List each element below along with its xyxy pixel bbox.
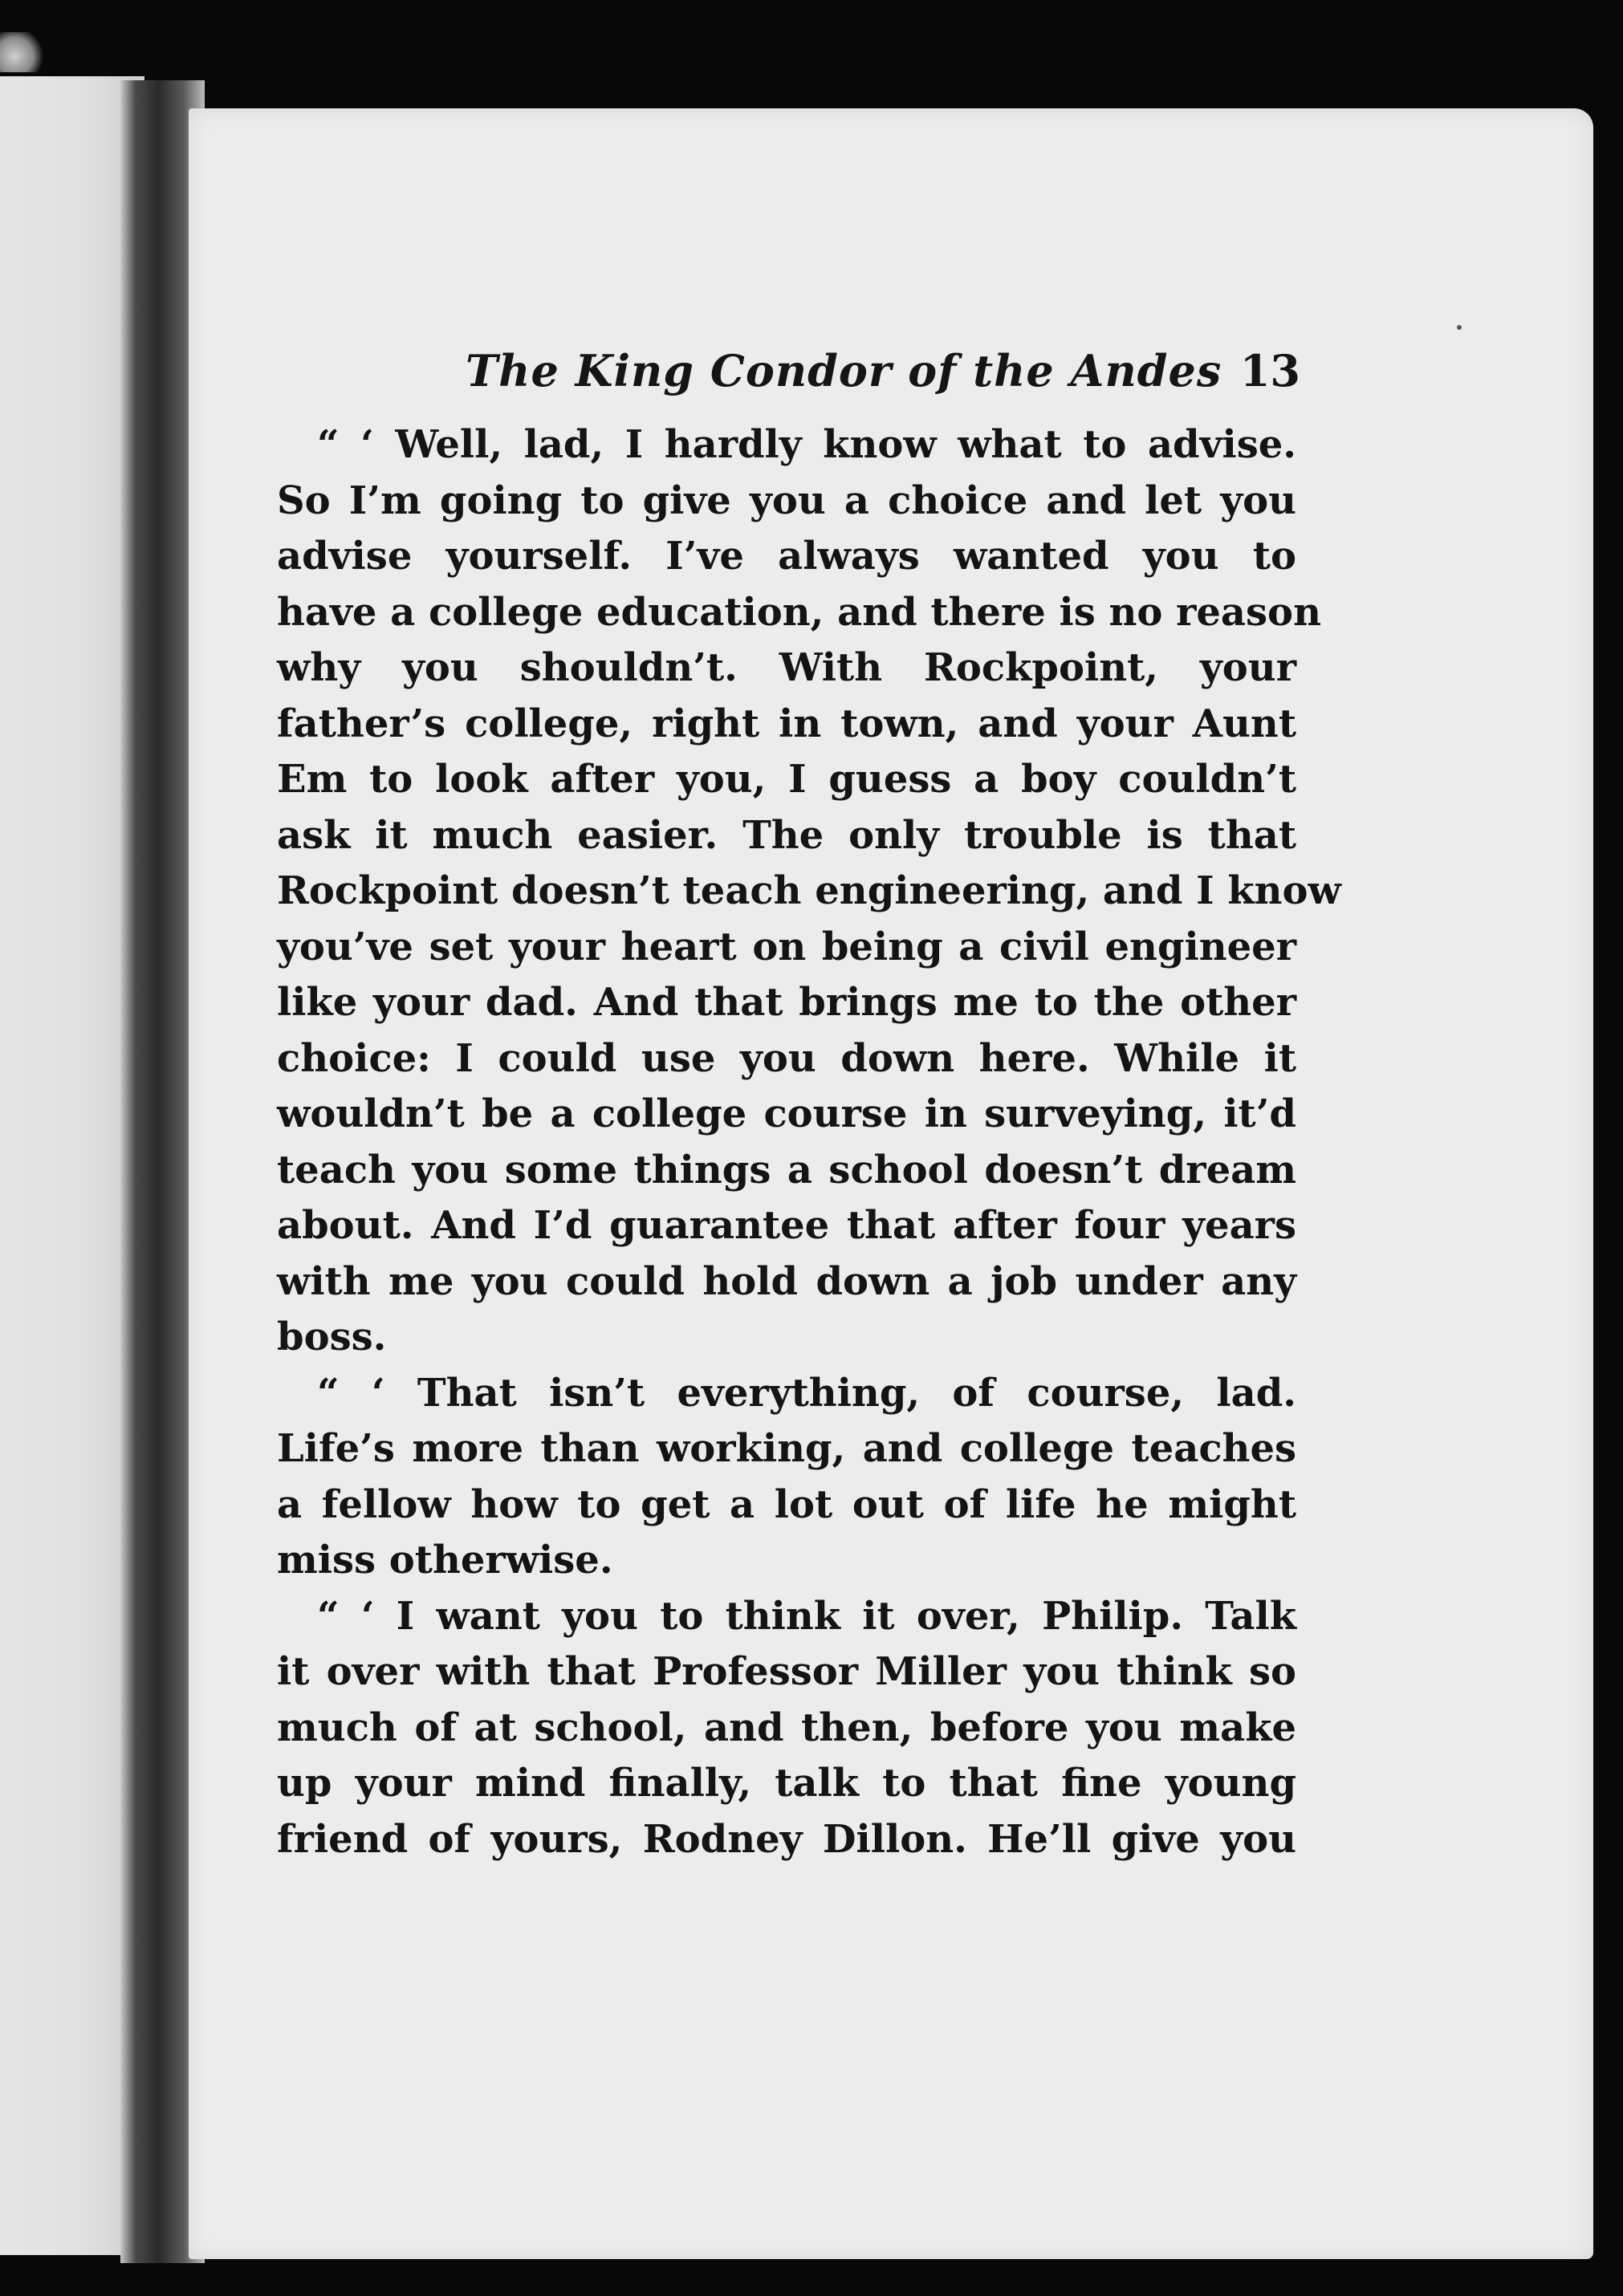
text-line: teach you some things a school doesn’t dream (277, 1147, 1296, 1193)
scan-corner-artifact (0, 32, 48, 72)
text-line: it over with that Professor Miller you think so (277, 1649, 1296, 1694)
text-line: “ ‘ Well, lad, I hardly know what to advise. (317, 422, 1296, 467)
text-line: like your dad. And that brings me to the other (277, 980, 1296, 1025)
text-line: boss. (277, 1315, 387, 1359)
text-line: why you shouldn’t. With Rockpoint, your (277, 645, 1296, 690)
text-line: father’s college, right in town, and your Aunt (277, 701, 1296, 746)
text-line: advise yourself. I’ve always wanted you to (277, 534, 1296, 579)
text-line: about. And I’d guarantee that after four years (277, 1203, 1296, 1248)
dust-speck (1457, 325, 1462, 330)
text-line: a fellow how to get a lot out of life he might (277, 1481, 1296, 1527)
text-line: Life’s more than working, and college teaches (277, 1426, 1296, 1471)
text-line: friend of yours, Rodney Dillon. He’ll give you (277, 1816, 1296, 1862)
text-line: choice: I could use you down here. While it (277, 1035, 1296, 1081)
text-line: Rockpoint doesn’t teach engineering, and I know (277, 868, 1341, 913)
text-line: you’ve set your heart on being a civil engineer (277, 924, 1296, 969)
text-line: “ ‘ That isn’t everything, of course, lad. (317, 1370, 1296, 1416)
text-line: much of at school, and then, before you make (277, 1705, 1296, 1750)
running-head (466, 345, 1300, 409)
text-line: wouldn’t be a college course in surveying, it’d (277, 1091, 1296, 1136)
text-line: miss otherwise. (277, 1538, 613, 1583)
page-number: 13 (1239, 345, 1300, 396)
text-line: “ ‘ I want you to think it over, Philip. Talk (317, 1593, 1296, 1639)
text-line: Em to look after you, I guess a boy couldn’t (277, 757, 1296, 802)
text-line: So I’m going to give you a choice and let you (277, 477, 1296, 523)
text-line: up your mind finally, talk to that fine young (277, 1761, 1296, 1806)
text-line: with me you could hold down a job under any (277, 1258, 1296, 1304)
running-head-title: The King Condor of the Andes (466, 345, 1222, 396)
body-text (277, 417, 1341, 1867)
text-line: have a college education, and there is no reason (277, 589, 1321, 635)
text-line: ask it much easier. The only trouble is that (277, 812, 1296, 858)
